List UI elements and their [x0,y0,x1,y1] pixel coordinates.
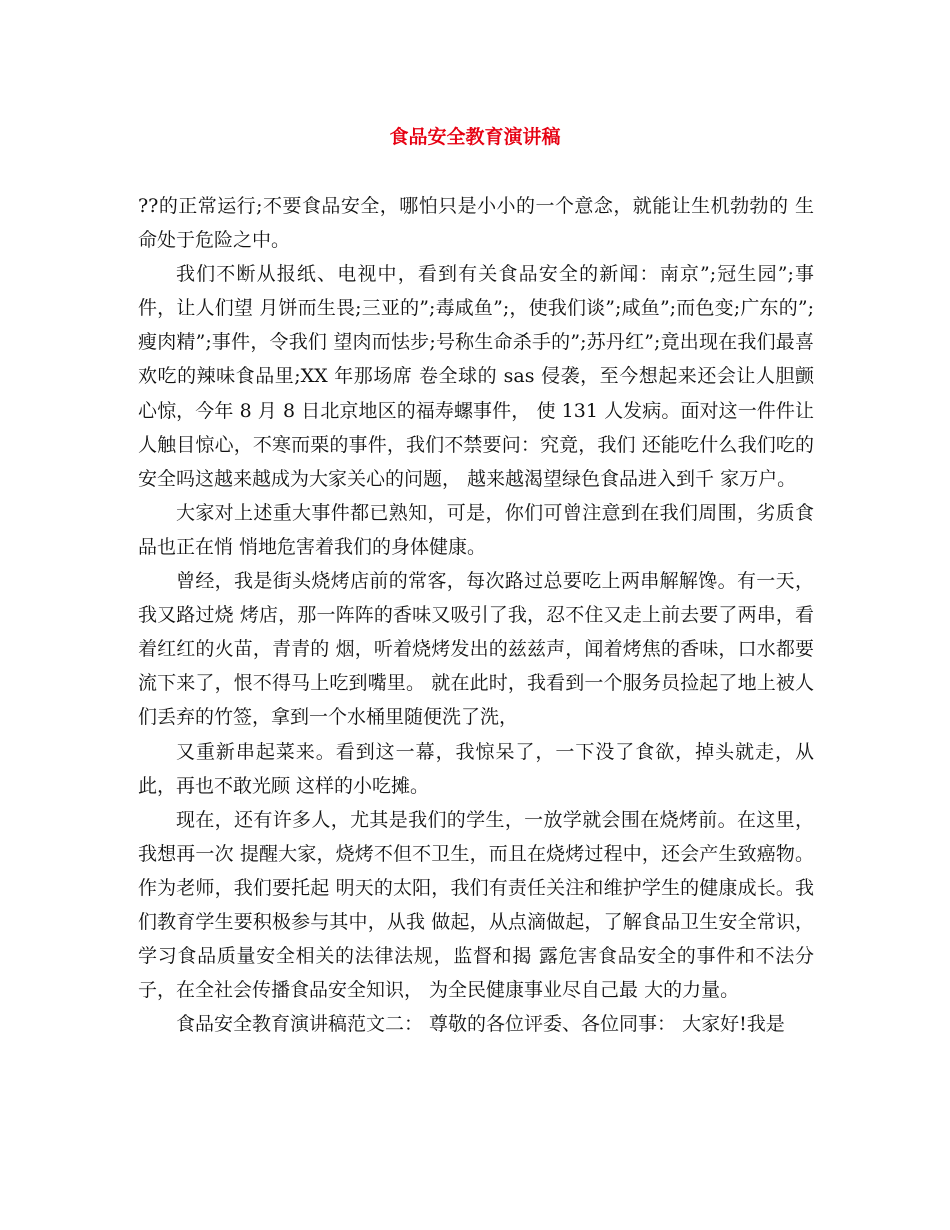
paragraph-7: 食品安全教育演讲稿范文二： 尊敬的各位评委、各位同事： 大家好!我是 [176,1013,785,1036]
paragraph-3: 大家对上述重大事件都已熟知，可是，你们可曾注意到在我们周围，劣质食品也正在悄 悄地危害着我们的身体健康。 [138,501,814,558]
paragraph-5: 又重新串起菜来。看到这一幕，我惊呆了，一下没了食欲，掉头就走，从此，再也不敢光顾 这样的小吃摊。 [138,740,814,797]
paragraph-2: 我们不断从报纸、电视中，看到有关食品安全的新闻：南京”;冠生园”;事件，让人们望 月饼而生畏;三亚的”;毒咸鱼”;，使我们谈”;咸鱼”;而色变;广东的”;瘦肉精”;事件，令我们 望肉而怯步;号称生命杀手的”;苏丹红”;竟出现在我们最喜欢吃的辣味食品里;XX 年那场席 卷全球的 sas 侵袭，至今想起来还会让人胆颤心惊，今年 8 月 8 日北京地区的福寿螺事件， 使 131 人发病。面对这一件件让人触目惊心，不寒而栗的事件，我们不禁要问：究竟，我们 还能吃什么我们吃的安全吗这越来越成为大家关心的问题， 越来越渴望绿色食品进入到千 家万户。 [138,263,814,490]
document-body [138,189,814,1041]
paragraph-4: 曾经，我是街头烧烤店前的常客，每次路过总要吃上两串解解馋。有一天，我又路过烧 烤店，那一阵阵的香味又吸引了我，忍不住又走上前去要了两串，看着红红的火苗，青青的 烟，听着烧烤发出的兹兹声，闻着烤焦的香味，口水都要流下来了，恨不得马上吃到嘴里。 就在此时，我看到一个服务员捡起了地上被人们丢弃的竹签，拿到一个水桶里随便洗了洗， [138,570,814,729]
paragraph-6: 现在，还有许多人，尤其是我们的学生，一放学就会围在烧烤前。在这里，我想再一次 提醒大家，烧烤不但不卫生，而且在烧烤过程中，还会产生致癌物。作为老师，我们要托起 明天的太阳，我们有责任关注和维护学生的健康成长。我们教育学生要积极参与其中，从我 做起，从点滴做起，了解食品卫生安全常识，学习食品质量安全相关的法律法规，监督和揭 露危害食品安全的事件和不法分子，在全社会传播食品安全知识， 为全民健康事业尽自己最 大的力量。 [138,808,814,1002]
document-title: 食品安全教育演讲稿 [389,126,561,148]
paragraph-1: ??的正常运行;不要食品安全，哪怕只是小小的一个意念，就能让生机勃勃的 生命处于危险之中。 [138,195,814,252]
